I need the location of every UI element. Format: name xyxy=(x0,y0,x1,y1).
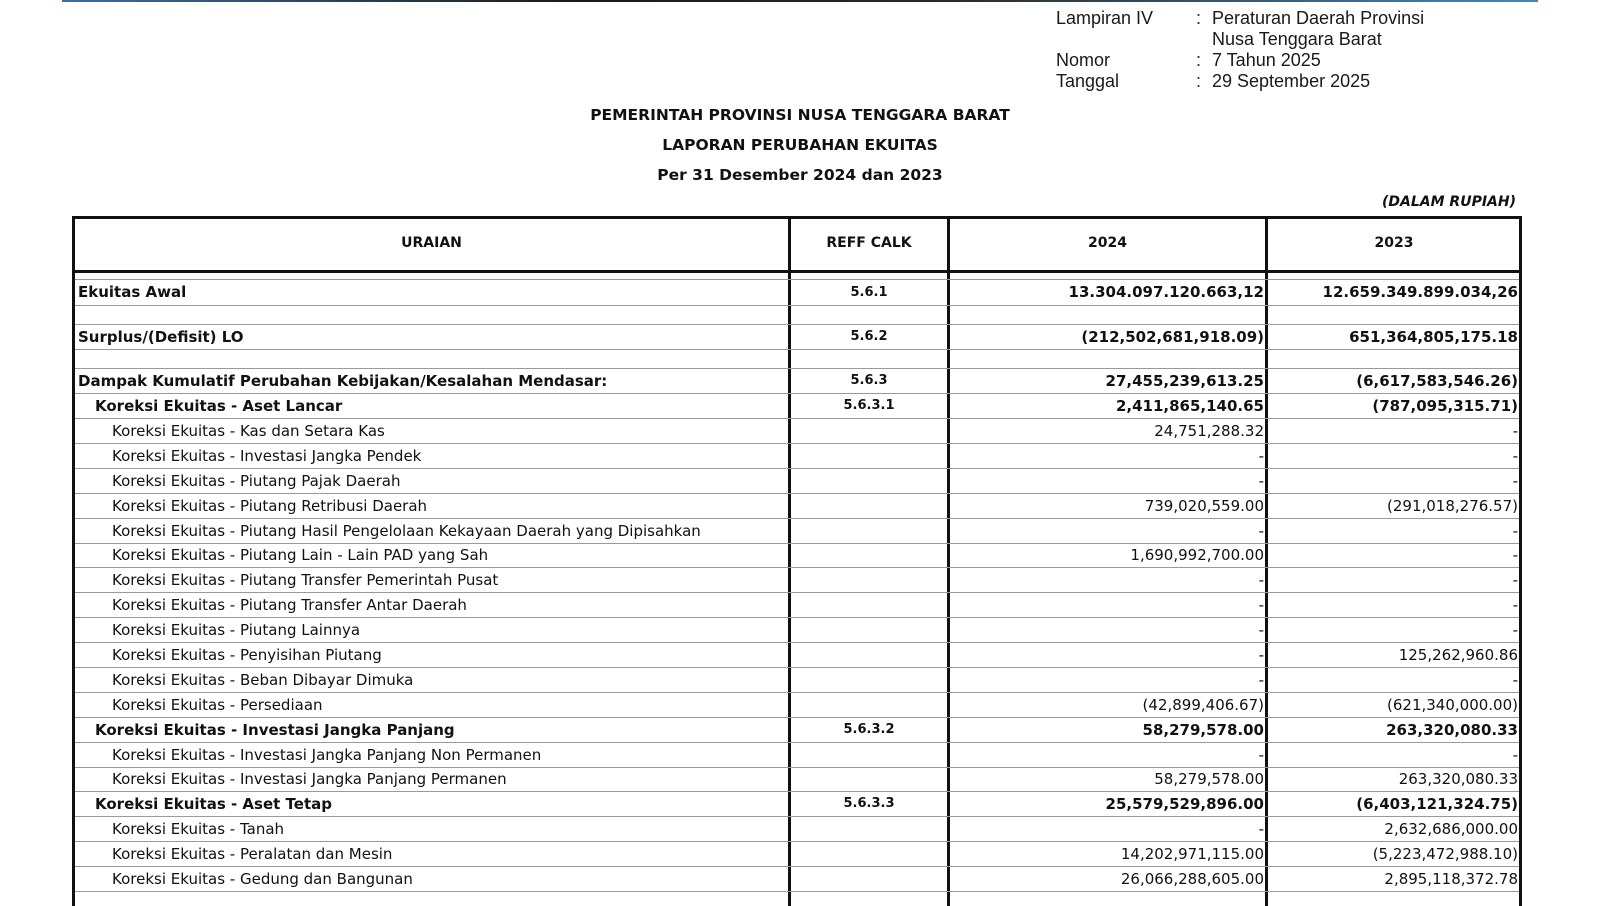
row-ref xyxy=(791,866,947,891)
currency-unit-note: (DALAM RUPIAH) xyxy=(1382,194,1516,210)
row-ref xyxy=(791,667,947,692)
appendix-row xyxy=(1056,8,1492,29)
appendix-value: Nusa Tenggara Barat xyxy=(1212,29,1382,49)
value-2023: 12.659.349.899.034,26 xyxy=(1322,283,1518,301)
value-2023: - xyxy=(1512,570,1518,589)
spacer-row xyxy=(75,349,1519,369)
value-2024: 13.304.097.120.663,12 xyxy=(1068,283,1264,301)
value-2024: (212,502,681,918.09) xyxy=(1081,327,1264,346)
row-label: Surplus/(Defisit) LO xyxy=(78,327,244,346)
appendix-colon: : xyxy=(1196,71,1202,91)
table-row xyxy=(75,324,1519,350)
row-ref: 5.6.3.1 xyxy=(843,398,895,413)
row-label: Koreksi Ekuitas - Persediaan xyxy=(112,695,323,714)
table-row xyxy=(75,543,1519,568)
value-2023: - xyxy=(1512,745,1518,764)
row-label: Koreksi Ekuitas - Investasi Jangka Panjang xyxy=(95,720,455,739)
row-ref xyxy=(791,742,947,767)
value-2023: 125,262,960.86 xyxy=(1398,645,1518,664)
table-row xyxy=(75,443,1519,469)
table-row xyxy=(75,866,1519,892)
column-header-ref: REFF CALK xyxy=(826,235,912,251)
value-2023: - xyxy=(1512,471,1518,490)
value-2024: - xyxy=(1258,819,1264,838)
appendix-label: Nomor xyxy=(1056,50,1111,70)
row-ref xyxy=(791,493,947,518)
value-2023: - xyxy=(1512,595,1518,614)
report-title: LAPORAN PERUBAHAN EKUITAS xyxy=(662,136,938,154)
row-label: Koreksi Ekuitas - Investasi Jangka Pendek xyxy=(112,446,422,465)
value-2024: - xyxy=(1258,620,1264,639)
value-2024: 1,690,992,700.00 xyxy=(1130,546,1264,564)
row-ref xyxy=(791,841,947,866)
spacer-row xyxy=(75,305,1519,325)
value-2023: - xyxy=(1512,446,1518,465)
equity-change-table xyxy=(72,216,1522,906)
value-2024: 58,279,578.00 xyxy=(1142,720,1264,739)
value-2024: - xyxy=(1258,521,1264,540)
row-ref xyxy=(791,443,947,468)
appendix-label xyxy=(1056,29,1196,50)
value-2023: 651,364,805,175.18 xyxy=(1349,327,1518,346)
appendix-colon: : xyxy=(1196,8,1202,28)
table-row xyxy=(75,816,1519,842)
value-2023: (291,018,276.57) xyxy=(1387,496,1518,515)
row-label: Ekuitas Awal xyxy=(78,283,187,301)
table-row xyxy=(75,692,1519,718)
row-label: Koreksi Ekuitas - Investasi Jangka Panjang Permanen xyxy=(112,770,507,788)
value-2024: - xyxy=(1258,446,1264,465)
value-2023: - xyxy=(1512,546,1518,564)
table-row xyxy=(75,393,1519,419)
value-2023: 2,895,118,372.78 xyxy=(1384,869,1518,888)
row-label: Koreksi Ekuitas - Investasi Jangka Panjang Non Permanen xyxy=(112,745,542,764)
row-ref xyxy=(791,617,947,642)
value-2023: 263,320,080.33 xyxy=(1398,770,1518,788)
value-2024: - xyxy=(1258,595,1264,614)
appendix-colon: : xyxy=(1196,50,1202,70)
appendix-label: Lampiran IV xyxy=(1056,8,1154,28)
row-label: Koreksi Ekuitas - Penyisihan Piutang xyxy=(112,645,382,664)
appendix-value: 7 Tahun 2025 xyxy=(1212,50,1321,70)
table-row xyxy=(75,667,1519,693)
table-row xyxy=(75,717,1519,743)
value-2024: - xyxy=(1258,645,1264,664)
value-2024: 25,579,529,896.00 xyxy=(1105,794,1264,813)
row-label: Koreksi Ekuitas - Piutang Transfer Antar Daerah xyxy=(112,595,467,614)
value-2024: 26,066,288,605.00 xyxy=(1120,869,1264,888)
value-2023: - xyxy=(1512,670,1518,689)
row-ref xyxy=(791,767,947,791)
table-row xyxy=(75,368,1519,394)
table-row xyxy=(75,592,1519,618)
value-2023: - xyxy=(1512,620,1518,639)
row-label: Koreksi Ekuitas - Peralatan dan Mesin xyxy=(112,844,393,863)
value-2024: 739,020,559.00 xyxy=(1144,496,1264,515)
row-label: Koreksi Ekuitas - Aset Tetap xyxy=(95,794,332,813)
row-label: Koreksi Ekuitas - Piutang Pajak Daerah xyxy=(112,471,401,490)
value-2024: (42,899,406.67) xyxy=(1142,695,1264,714)
row-label: Koreksi Ekuitas - Piutang Transfer Pemerintah Pusat xyxy=(112,570,499,589)
table-row xyxy=(75,742,1519,768)
row-ref xyxy=(791,518,947,543)
row-ref xyxy=(791,642,947,667)
value-2023: (6,617,583,546.26) xyxy=(1356,371,1518,390)
row-ref: 5.6.3.3 xyxy=(843,796,895,811)
table-row xyxy=(75,468,1519,494)
appendix-colon xyxy=(1196,29,1212,50)
row-label: Koreksi Ekuitas - Piutang Lainnya xyxy=(112,620,361,639)
table-row xyxy=(75,279,1519,306)
table-row xyxy=(75,767,1519,792)
row-label: Koreksi Ekuitas - Aset Lancar xyxy=(95,396,343,415)
table-header xyxy=(75,219,1519,273)
table-row xyxy=(75,617,1519,643)
table-row xyxy=(75,493,1519,519)
column-header-2023: 2023 xyxy=(1374,235,1414,251)
row-ref: 5.6.2 xyxy=(850,329,888,344)
value-2024: - xyxy=(1258,670,1264,689)
appendix-value: Peraturan Daerah Provinsi xyxy=(1212,8,1425,28)
appendix-row xyxy=(1056,50,1492,71)
appendix-value: 29 September 2025 xyxy=(1212,71,1371,91)
table-row xyxy=(75,518,1519,544)
table-row xyxy=(75,418,1519,444)
value-2024: 24,751,288.32 xyxy=(1154,421,1264,440)
row-ref xyxy=(791,418,947,443)
column-header-2024: 2024 xyxy=(1088,235,1127,251)
row-ref: 5.6.3 xyxy=(850,373,888,388)
report-period: Per 31 Desember 2024 dan 2023 xyxy=(657,166,943,184)
value-2024: 2,411,865,140.65 xyxy=(1115,396,1264,415)
value-2023: - xyxy=(1512,421,1518,440)
value-2023: - xyxy=(1512,521,1518,540)
value-2023: (787,095,315.71) xyxy=(1372,396,1518,415)
row-ref xyxy=(791,567,947,592)
row-ref xyxy=(791,468,947,493)
value-2023: 263,320,080.33 xyxy=(1386,720,1518,739)
value-2023: (5,223,472,988.10) xyxy=(1372,844,1518,863)
row-label: Koreksi Ekuitas - Piutang Retribusi Daerah xyxy=(112,496,428,515)
value-2024: - xyxy=(1258,570,1264,589)
row-label: Koreksi Ekuitas - Piutang Hasil Pengelolaan Kekayaan Daerah yang Dipisahkan xyxy=(112,521,701,540)
column-header-uraian: URAIAN xyxy=(401,235,462,251)
row-ref: 5.6.1 xyxy=(850,284,888,300)
top-rule xyxy=(62,0,1538,2)
row-ref xyxy=(791,592,947,617)
row-label: Koreksi Ekuitas - Piutang Lain - Lain PAD yang Sah xyxy=(112,546,489,564)
row-ref: 5.6.3.2 xyxy=(843,722,895,737)
row-ref xyxy=(791,816,947,841)
table-row xyxy=(75,642,1519,668)
row-ref xyxy=(791,692,947,717)
row-label: Koreksi Ekuitas - Beban Dibayar Dimuka xyxy=(112,670,414,689)
table-row xyxy=(75,791,1519,817)
government-title: PEMERINTAH PROVINSI NUSA TENGGARA BARAT xyxy=(590,106,1010,124)
value-2023: 2,632,686,000.00 xyxy=(1384,819,1518,838)
appendix-label: Tanggal xyxy=(1056,71,1120,91)
value-2024: 27,455,239,613.25 xyxy=(1105,371,1264,390)
row-label: Dampak Kumulatif Perubahan Kebijakan/Kesalahan Mendasar: xyxy=(78,371,608,390)
value-2024: - xyxy=(1258,471,1264,490)
table-row xyxy=(75,567,1519,593)
value-2024: 58,279,578.00 xyxy=(1154,770,1264,788)
value-2024: - xyxy=(1258,745,1264,764)
value-2023: (621,340,000.00) xyxy=(1387,695,1518,714)
appendix-row xyxy=(1056,71,1492,92)
appendix-row xyxy=(1056,29,1492,50)
table-row xyxy=(75,841,1519,867)
row-label: Koreksi Ekuitas - Kas dan Setara Kas xyxy=(112,421,385,440)
row-ref xyxy=(791,543,947,567)
row-label: Koreksi Ekuitas - Gedung dan Bangunan xyxy=(112,869,413,888)
value-2023: (6,403,121,324.75) xyxy=(1356,794,1518,813)
value-2024: 14,202,971,115.00 xyxy=(1120,844,1264,863)
row-label: Koreksi Ekuitas - Tanah xyxy=(112,819,285,838)
appendix-block xyxy=(1056,8,1492,92)
